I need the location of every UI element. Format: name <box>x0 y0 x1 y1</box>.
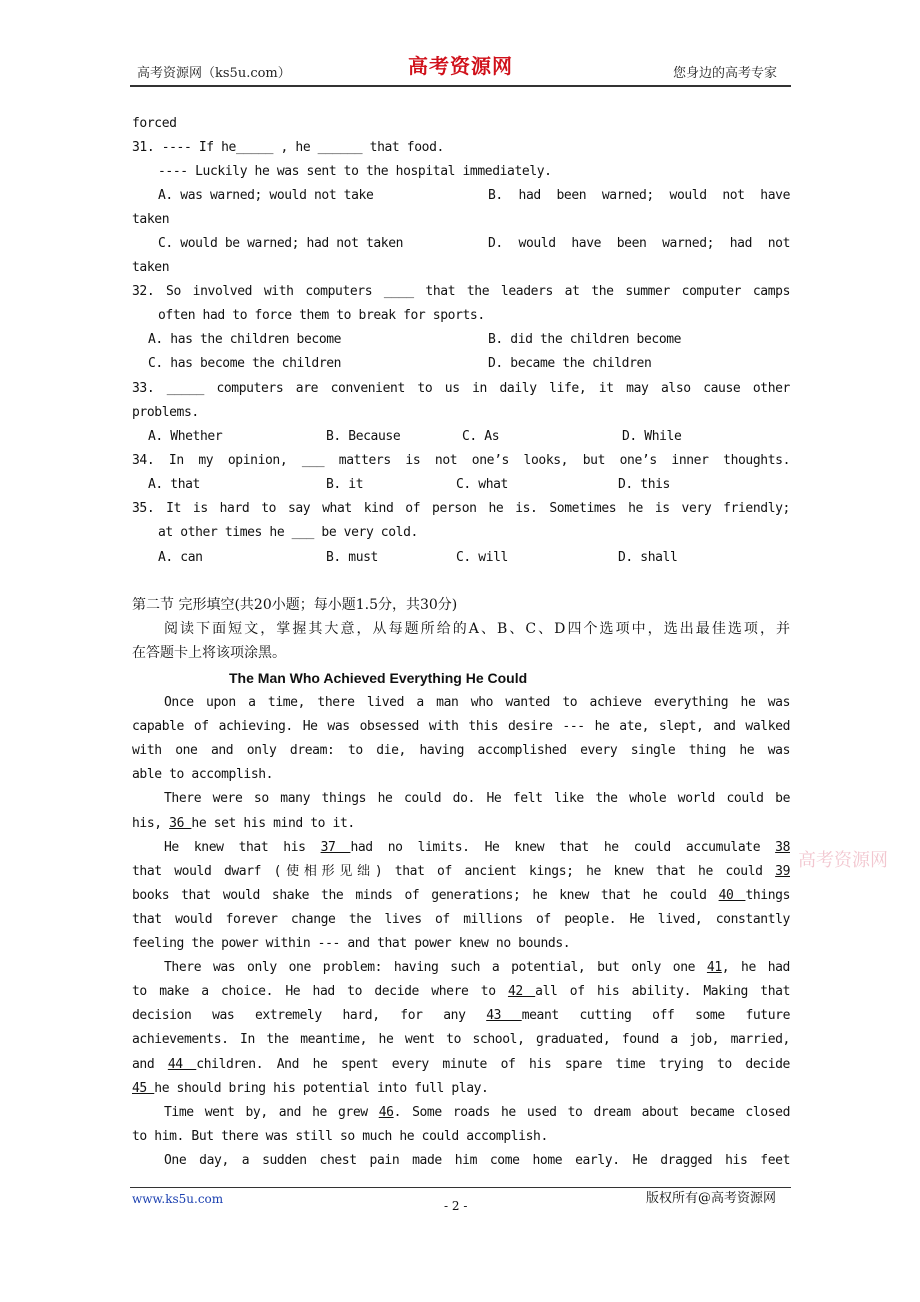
passage-text: to him. But there was still so much he could accomplish. <box>132 1128 548 1144</box>
q32-option-b: B. did the children become <box>488 332 682 347</box>
section-instructions: 阅读下面短文，掌握其大意，从每题所给的A、B、C、D四个选项中，选出最佳选项，并 <box>164 621 790 637</box>
q34-option-c: C. what <box>456 477 508 492</box>
passage-text: decision was extremely hard, for any <box>132 1008 487 1024</box>
q33-option-a: A. Whether <box>148 429 223 444</box>
q35-option-b: B. must <box>326 550 378 565</box>
passage-text: He knew that his <box>164 839 321 855</box>
passage-text: that would forever change the lives of millions of people. He lived, constantly <box>132 911 790 927</box>
passage-text: books that would shake the minds of generations; he knew that he could <box>132 887 719 903</box>
passage-text: achievements. In the meantime, he went to school, graduated, found a job, married, <box>132 1032 790 1048</box>
passage-line <box>132 908 790 932</box>
q33-stem2: problems. <box>132 405 199 420</box>
passage-line <box>132 860 790 884</box>
passage-line <box>132 932 790 956</box>
q33-option-b: B. Because <box>326 429 401 444</box>
passage-text: with one and only dream: to die, having accomplished every single thing he was <box>132 743 790 759</box>
passage-line <box>132 1053 790 1077</box>
blank: 38 <box>775 839 790 855</box>
q31-stem: 31. ---- If he_____ , he ______ that food. <box>132 140 444 155</box>
blank: 46 <box>378 1104 394 1120</box>
passage-line <box>132 1004 790 1028</box>
blank: 43 <box>486 1008 522 1024</box>
passage-line <box>164 836 790 860</box>
header-left: 高考资源网（ks5u.com） <box>137 66 291 81</box>
passage-line <box>132 763 790 787</box>
passage-text: that would dwarf (使相形见绌) that of ancient kings; he knew that he could <box>132 863 776 879</box>
q32-option-d: D. became the children <box>488 356 652 371</box>
q32-option-a: A. has the children become <box>148 332 342 347</box>
q34-stem: 34. In my opinion, ___ matters is not one’s looks, but one’s inner thoughts. <box>132 453 790 468</box>
passage-text: There was only one problem: having such a potential, but only one <box>164 960 707 976</box>
passage-text: Once upon a time, there lived a man who wanted to achieve everything he was <box>164 695 790 710</box>
q32-option-c: C. has become the children <box>148 356 342 371</box>
q33-option-c: C. As <box>462 429 500 444</box>
passage-line <box>164 956 790 980</box>
blank: 40 <box>718 887 746 903</box>
q32-stem2: often had to force them to break for sports. <box>158 308 485 323</box>
passage-line <box>132 739 790 763</box>
blank: 45 <box>132 1080 155 1096</box>
q33-option-d: D. While <box>622 429 682 444</box>
blank: 36 <box>169 815 192 831</box>
q30-tail: forced <box>132 116 177 131</box>
passage-line <box>132 812 790 836</box>
q35-stem: 35. It is hard to say what kind of person he is. Sometimes he is very friendly; <box>132 501 790 516</box>
passage-text: had no limits. He knew that he could accumulate <box>350 839 776 855</box>
q33-stem: 33. _____ computers are convenient to us in daily life, it may also cause other <box>132 381 790 396</box>
passage-line <box>132 980 790 1004</box>
blank: 39 <box>775 863 790 879</box>
blank: 41 <box>706 960 722 976</box>
passage-line <box>132 1077 790 1101</box>
passage-text: , he had <box>721 960 790 976</box>
header-logo: 高考资源网 <box>408 54 513 78</box>
q32-stem: 32. So involved with computers ____ that the leaders at the summer computer camps <box>132 284 790 299</box>
passage-text: There were so many things he could do. He felt like the whole world could be <box>164 791 790 807</box>
q31-option-b-cont: taken <box>132 212 170 227</box>
passage-title: The Man Who Achieved Everything He Could <box>229 670 528 686</box>
footer-link[interactable]: www.ks5u.com <box>132 1192 224 1206</box>
passage-text: things <box>745 887 790 903</box>
passage-text: he should bring his potential into full play. <box>154 1080 489 1096</box>
passage-text: and <box>132 1056 168 1072</box>
passage-line <box>132 1125 790 1149</box>
passage-text: children. And he spent every minute of his spare time trying to decide <box>196 1056 790 1072</box>
passage-line <box>164 1149 790 1173</box>
q31-option-b: B. had been warned; would not have <box>488 188 790 203</box>
q31-option-d-cont: taken <box>132 260 170 275</box>
q31-option-c: C. would be warned; had not taken <box>158 236 404 251</box>
passage-line <box>132 715 790 739</box>
passage-text: One day, a sudden chest pain made him come home early. He dragged his feet <box>164 1152 790 1168</box>
passage-text: . Some roads he used to dream about became closed <box>393 1104 790 1120</box>
passage-text: meant cutting off some future <box>521 1008 790 1024</box>
blank: 44 <box>167 1056 197 1072</box>
q31-option-d: D. would have been warned; had not <box>488 236 790 251</box>
q31-option-a: A. was warned; would not take <box>158 188 374 203</box>
header-right: 您身边的高考专家 <box>673 66 778 81</box>
passage-line <box>164 787 790 811</box>
passage-line <box>164 1101 790 1125</box>
blank: 37 <box>320 839 351 855</box>
blank: 42 <box>507 984 536 1000</box>
q35-option-c: C. will <box>456 550 508 565</box>
passage-text: all of his ability. Making that <box>535 984 790 1000</box>
footer-right: 版权所有@高考资源网 <box>646 1191 777 1206</box>
q34-option-a: A. that <box>148 477 200 492</box>
q31-stem2: ---- Luckily he was sent to the hospital immediately. <box>158 164 552 179</box>
q35-option-a: A. can <box>158 550 203 565</box>
q35-stem2: at other times he ___ be very cold. <box>158 525 418 540</box>
passage-text: he set his mind to it. <box>191 815 355 831</box>
passage-line <box>132 1028 790 1052</box>
section-instructions-cont: 在答题卡上将该项涂黑。 <box>132 645 286 661</box>
q34-option-d: D. this <box>618 477 670 492</box>
page-number: - 2 - <box>444 1199 468 1213</box>
passage-text: his, <box>132 815 170 831</box>
passage-text: able to accomplish. <box>132 767 274 783</box>
passage-text: to make a choice. He had to decide where to <box>132 984 508 1000</box>
passage-line <box>132 884 790 908</box>
passage-line <box>164 691 790 715</box>
passage-text: capable of achieving. He was obsessed with this desire --- he ate, slept, and walked <box>132 719 790 735</box>
passage-text: feeling the power within --- and that power knew no bounds. <box>132 936 571 951</box>
watermark: 高考资源网 <box>798 850 888 871</box>
header-rule <box>130 85 791 87</box>
passage-text: Time went by, and he grew <box>164 1104 379 1120</box>
q35-option-d: D. shall <box>618 550 678 565</box>
section-heading: 第二节 完形填空(共20小题；每小题1.5分，共30分) <box>132 597 458 613</box>
q34-option-b: B. it <box>326 477 364 492</box>
